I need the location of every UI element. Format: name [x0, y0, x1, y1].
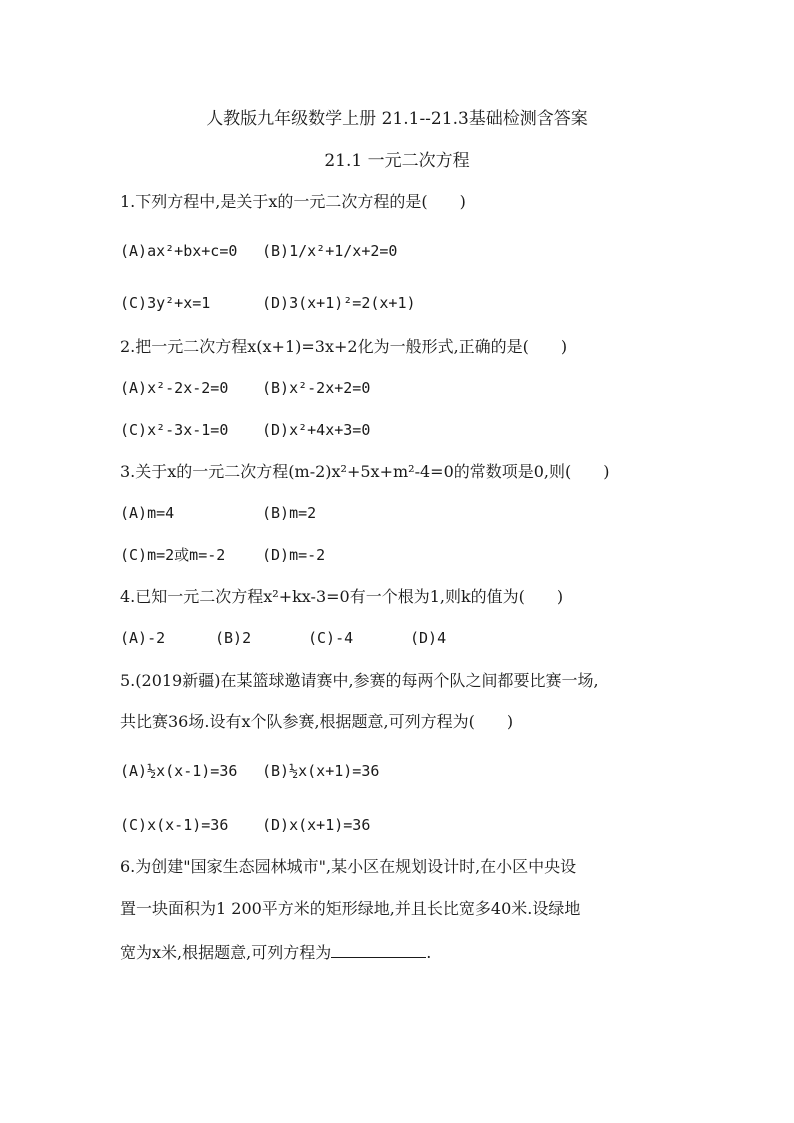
question-2-option-a: (A)x²-2x-2=0 — [120, 379, 229, 397]
question-5-option-b: (B)½x(x+1)=36 — [262, 762, 380, 780]
question-5-stem-line-2: 共比赛36场.设有x个队参赛,根据题意,可列方程为( ) — [120, 712, 514, 731]
question-1-option-b: (B)1/x²+1/x+2=0 — [262, 242, 398, 260]
question-1-option-a: (A)ax²+bx+c=0 — [120, 242, 238, 260]
question-6-period: . — [426, 943, 432, 962]
question-2-stem: 2.把一元二次方程x(x+1)=3x+2化为一般形式,正确的是( ) — [120, 337, 568, 356]
question-5-option-a: (A)½x(x-1)=36 — [120, 762, 238, 780]
question-2-option-d: (D)x²+4x+3=0 — [262, 421, 371, 439]
question-1-option-d: (D)3(x+1)²=2(x+1) — [262, 294, 416, 312]
section-title: 21.1 一元二次方程 — [324, 151, 470, 171]
question-2-option-c: (C)x²-3x-1=0 — [120, 421, 229, 439]
document-title: 人教版九年级数学上册 21.1--21.3基础检测含答案 — [206, 109, 588, 129]
question-4-stem: 4.已知一元二次方程x²+kx-3=0有一个根为1,则k的值为( ) — [120, 587, 564, 606]
question-3-option-b: (B)m=2 — [262, 504, 317, 522]
question-2-option-b: (B)x²-2x+2=0 — [262, 379, 371, 397]
question-6-stem-line-3 — [120, 941, 431, 963]
question-3-option-d: (D)m=-2 — [262, 546, 326, 564]
answer-blank[interactable] — [331, 941, 426, 958]
question-3-option-c: (C)m=2或m=-2 — [120, 546, 226, 564]
question-1-stem: 1.下列方程中,是关于x的一元二次方程的是( ) — [120, 192, 466, 211]
question-4-option-a: (A)-2 — [120, 629, 166, 647]
question-5-stem-line-1: 5.(2019新疆)在某篮球邀请赛中,参赛的每两个队之间都要比赛一场, — [120, 671, 599, 690]
question-6-stem-text: 宽为x米,根据题意,可列方程为 — [120, 943, 332, 962]
question-4-option-c: (C)-4 — [308, 629, 354, 647]
question-6-stem-line-1: 6.为创建"国家生态园林城市",某小区在规划设计时,在小区中央设 — [120, 857, 577, 876]
question-1-option-c: (C)3y²+x=1 — [120, 294, 211, 312]
question-5-option-c: (C)x(x-1)=36 — [120, 816, 229, 834]
question-4-option-d: (D)4 — [410, 629, 447, 647]
question-4-option-b: (B)2 — [215, 629, 252, 647]
question-3-option-a: (A)m=4 — [120, 504, 175, 522]
question-5-option-d: (D)x(x+1)=36 — [262, 816, 371, 834]
question-6-stem-line-2: 置一块面积为1 200平方米的矩形绿地,并且长比宽多40米.设绿地 — [120, 899, 581, 918]
question-3-stem: 3.关于x的一元二次方程(m-2)x²+5x+m²-4=0的常数项是0,则( ) — [120, 462, 610, 481]
